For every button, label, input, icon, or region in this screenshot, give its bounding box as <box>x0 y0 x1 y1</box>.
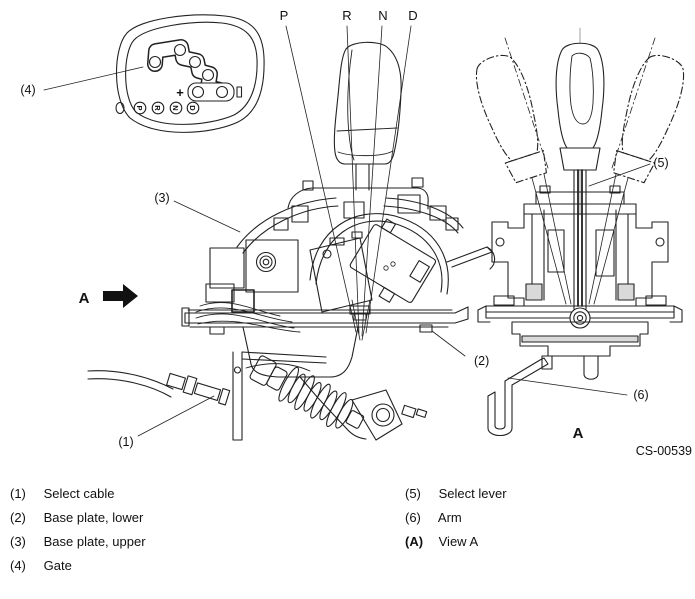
cable-guide-strap <box>447 247 495 269</box>
legend-item-4 <box>10 558 72 573</box>
pivot-bullseye <box>570 308 590 328</box>
legend-num: (4) <box>10 558 26 573</box>
callout-leader-5 <box>589 164 650 186</box>
shift-knob-front <box>556 43 604 170</box>
legend-item-view-a <box>405 534 478 549</box>
callout-leader-3 <box>174 201 240 232</box>
front-flange <box>478 306 682 328</box>
callout-leader-2 <box>432 331 465 356</box>
arm-hook <box>488 358 548 436</box>
legend-num: (3) <box>10 534 26 549</box>
legend-num: (6) <box>405 510 421 525</box>
inhibitor-switch <box>344 215 442 312</box>
legend-item-2 <box>10 510 143 525</box>
callout-leader-6 <box>508 378 627 395</box>
gear-position-label-n: N <box>378 8 388 23</box>
legend-item-6 <box>405 510 462 525</box>
legend-item-1 <box>10 486 114 501</box>
gate-pos-hole <box>150 57 161 68</box>
legend-text: Select lever <box>438 486 507 501</box>
legend-item-5 <box>405 486 507 501</box>
gate-pos-hole <box>193 87 204 98</box>
view-a-arrow-label: A <box>78 290 90 307</box>
gear-position-label-d: D <box>408 8 418 23</box>
callout-1-label: (1) <box>118 435 134 449</box>
gate-pos-hole <box>175 45 186 56</box>
legend-text: Gate <box>43 558 72 573</box>
cable-boot <box>246 350 370 440</box>
callout-6-label: (6) <box>633 388 649 402</box>
gate-pos-hole <box>190 57 201 68</box>
legend-text: Base plate, upper <box>43 534 146 549</box>
legend-num: (A) <box>405 534 424 549</box>
view-a-arrow <box>103 284 138 308</box>
legend-num: (5) <box>405 486 421 501</box>
legend-num: (2) <box>10 510 26 525</box>
gate-pos-hole <box>217 87 228 98</box>
gate-bar-mark <box>237 87 242 97</box>
legend-text: Base plate, lower <box>43 510 144 525</box>
front-lower-housing <box>512 322 648 379</box>
phantom-knob-right <box>610 38 691 184</box>
legend-text: Arm <box>437 510 462 525</box>
gear-position-label-p: P <box>279 8 289 23</box>
view-a-label: A <box>572 425 584 442</box>
gate-plus-symbol: + <box>176 85 184 100</box>
gate-pos-hole <box>203 70 214 81</box>
gate-indicator-row <box>134 102 199 114</box>
front-view-diagram <box>469 28 690 436</box>
callout-leader-1 <box>138 396 214 436</box>
base-plate-upper <box>237 178 463 253</box>
side-view-diagram <box>88 26 495 440</box>
gate-letter-d: D <box>188 105 198 111</box>
gate-letter-n: N <box>171 105 181 111</box>
legend-num: (1) <box>10 486 26 501</box>
legend-text: View A <box>438 534 479 549</box>
phantom-knob-left <box>469 38 550 184</box>
gate-outer-outline <box>116 15 264 132</box>
gate-callout-label: (4) <box>20 83 36 97</box>
legend-text: Select cable <box>43 486 115 501</box>
lower-housing <box>243 327 427 440</box>
callout-2-label: (2) <box>474 354 490 368</box>
gear-position-label-r: R <box>342 8 352 23</box>
shift-knob-side <box>334 42 401 190</box>
internal-mechanism <box>196 214 448 332</box>
base-plate-lower <box>182 306 468 334</box>
figure-code: CS-00539 <box>635 444 692 458</box>
gate-callout-leader <box>44 67 143 90</box>
legend-item-3 <box>10 534 146 549</box>
gate-letter-p: P <box>135 105 145 111</box>
callout-3-label: (3) <box>154 191 170 205</box>
gate-inset-diagram <box>20 15 264 132</box>
callout-5-label: (5) <box>653 156 669 170</box>
front-housing <box>492 186 668 306</box>
gate-letter-r: R <box>153 105 163 111</box>
select-cable <box>88 350 370 440</box>
